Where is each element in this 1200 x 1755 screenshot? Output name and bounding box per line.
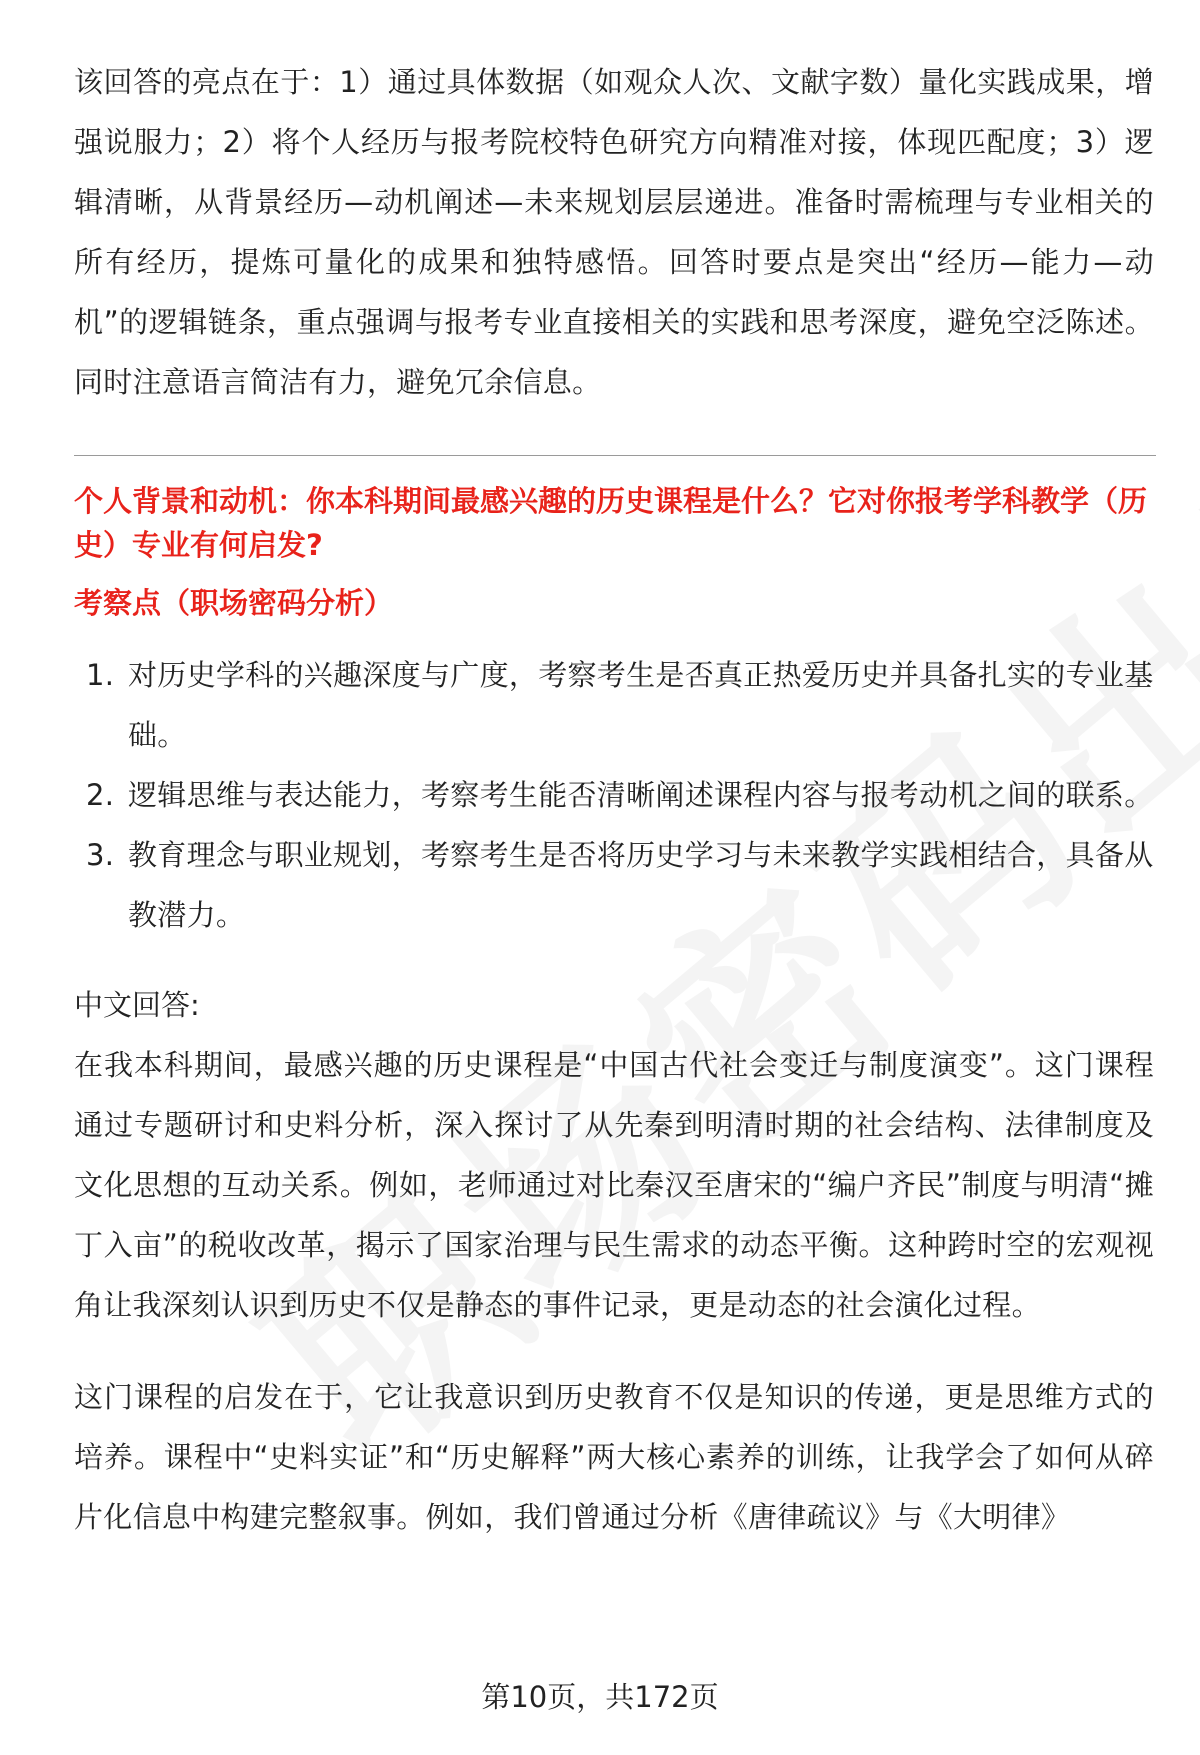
paragraph-gap: [74, 1335, 1154, 1367]
list-item: [74, 825, 1154, 945]
assessment-list: [74, 645, 1154, 945]
list-item-text: 逻辑思维与表达能力，考察考生能否清晰阐述课程内容与报考动机之间的联系。: [128, 778, 1154, 812]
intro-paragraph: 该回答的亮点在于：1）通过具体数据（如观众人次、文献字数）量化实践成果，增强说服力；2）将个人经历与报考院校特色研究方向精准对接，体现匹配度；3）逻辑清晰，从背景经历—动机阐述—未来规划层层递进。准备时需梳理与专业相关的所有经历，提炼可量化的成果和独特感悟。回答时要点是突出“经历—能力—动机”的逻辑链条，重点强调与报考专业直接相关的实践和思考深度，避免空泛陈述。同时注意语言简洁有力，避免冗余信息。: [74, 65, 1154, 399]
answer-paragraph-2: 这门课程的启发在于，它让我意识到历史教育不仅是知识的传递，更是思维方式的培养。课程中“史料实证”和“历史解释”两大核心素养的训练，让我学会了如何从碎片化信息中构建完整叙事。例如，我们曾通过分析《唐律疏议》与《大明律》: [74, 1380, 1154, 1534]
list-item-number: 2.: [86, 778, 115, 812]
page-number: 第10页，共172页: [481, 1680, 719, 1714]
answer-paragraph-1: 在我本科期间，最感兴趣的历史课程是“中国古代社会变迁与制度演变”。这门课程通过专题研讨和史料分析，深入探讨了从先秦到明清时期的社会结构、法律制度及文化思想的互动关系。例如，老师通过对比秦汉至唐宋的“编户齐民”制度与明清“摊丁入亩”的税收改革，揭示了国家治理与民生需求的动态平衡。这种跨时空的宏观视角让我深刻认识到历史不仅是静态的事件记录，更是动态的社会演化过程。: [74, 1048, 1154, 1322]
list-item-number: 1.: [86, 658, 115, 692]
question-heading: 个人背景和动机：你本科期间最感兴趣的历史课程是什么？它对你报考学科教学（历史）专业有何启发?: [74, 484, 1148, 562]
list-item: [74, 765, 1154, 825]
assessment-title: 考察点（职场密码分析）: [74, 586, 394, 620]
list-item-number: 3.: [86, 838, 115, 872]
list-item: [74, 645, 1154, 765]
list-item-text: 教育理念与职业规划，考察考生是否将历史学习与未来教学实践相结合，具备从教潜力。: [128, 838, 1154, 932]
document-page: [74, 52, 1154, 1547]
section-divider: [74, 455, 1156, 456]
list-item-text: 对历史学科的兴趣深度与广度，考察考生是否真正热爱历史并具备扎实的专业基础。: [128, 658, 1154, 752]
answer-label: 中文回答:: [74, 988, 200, 1022]
